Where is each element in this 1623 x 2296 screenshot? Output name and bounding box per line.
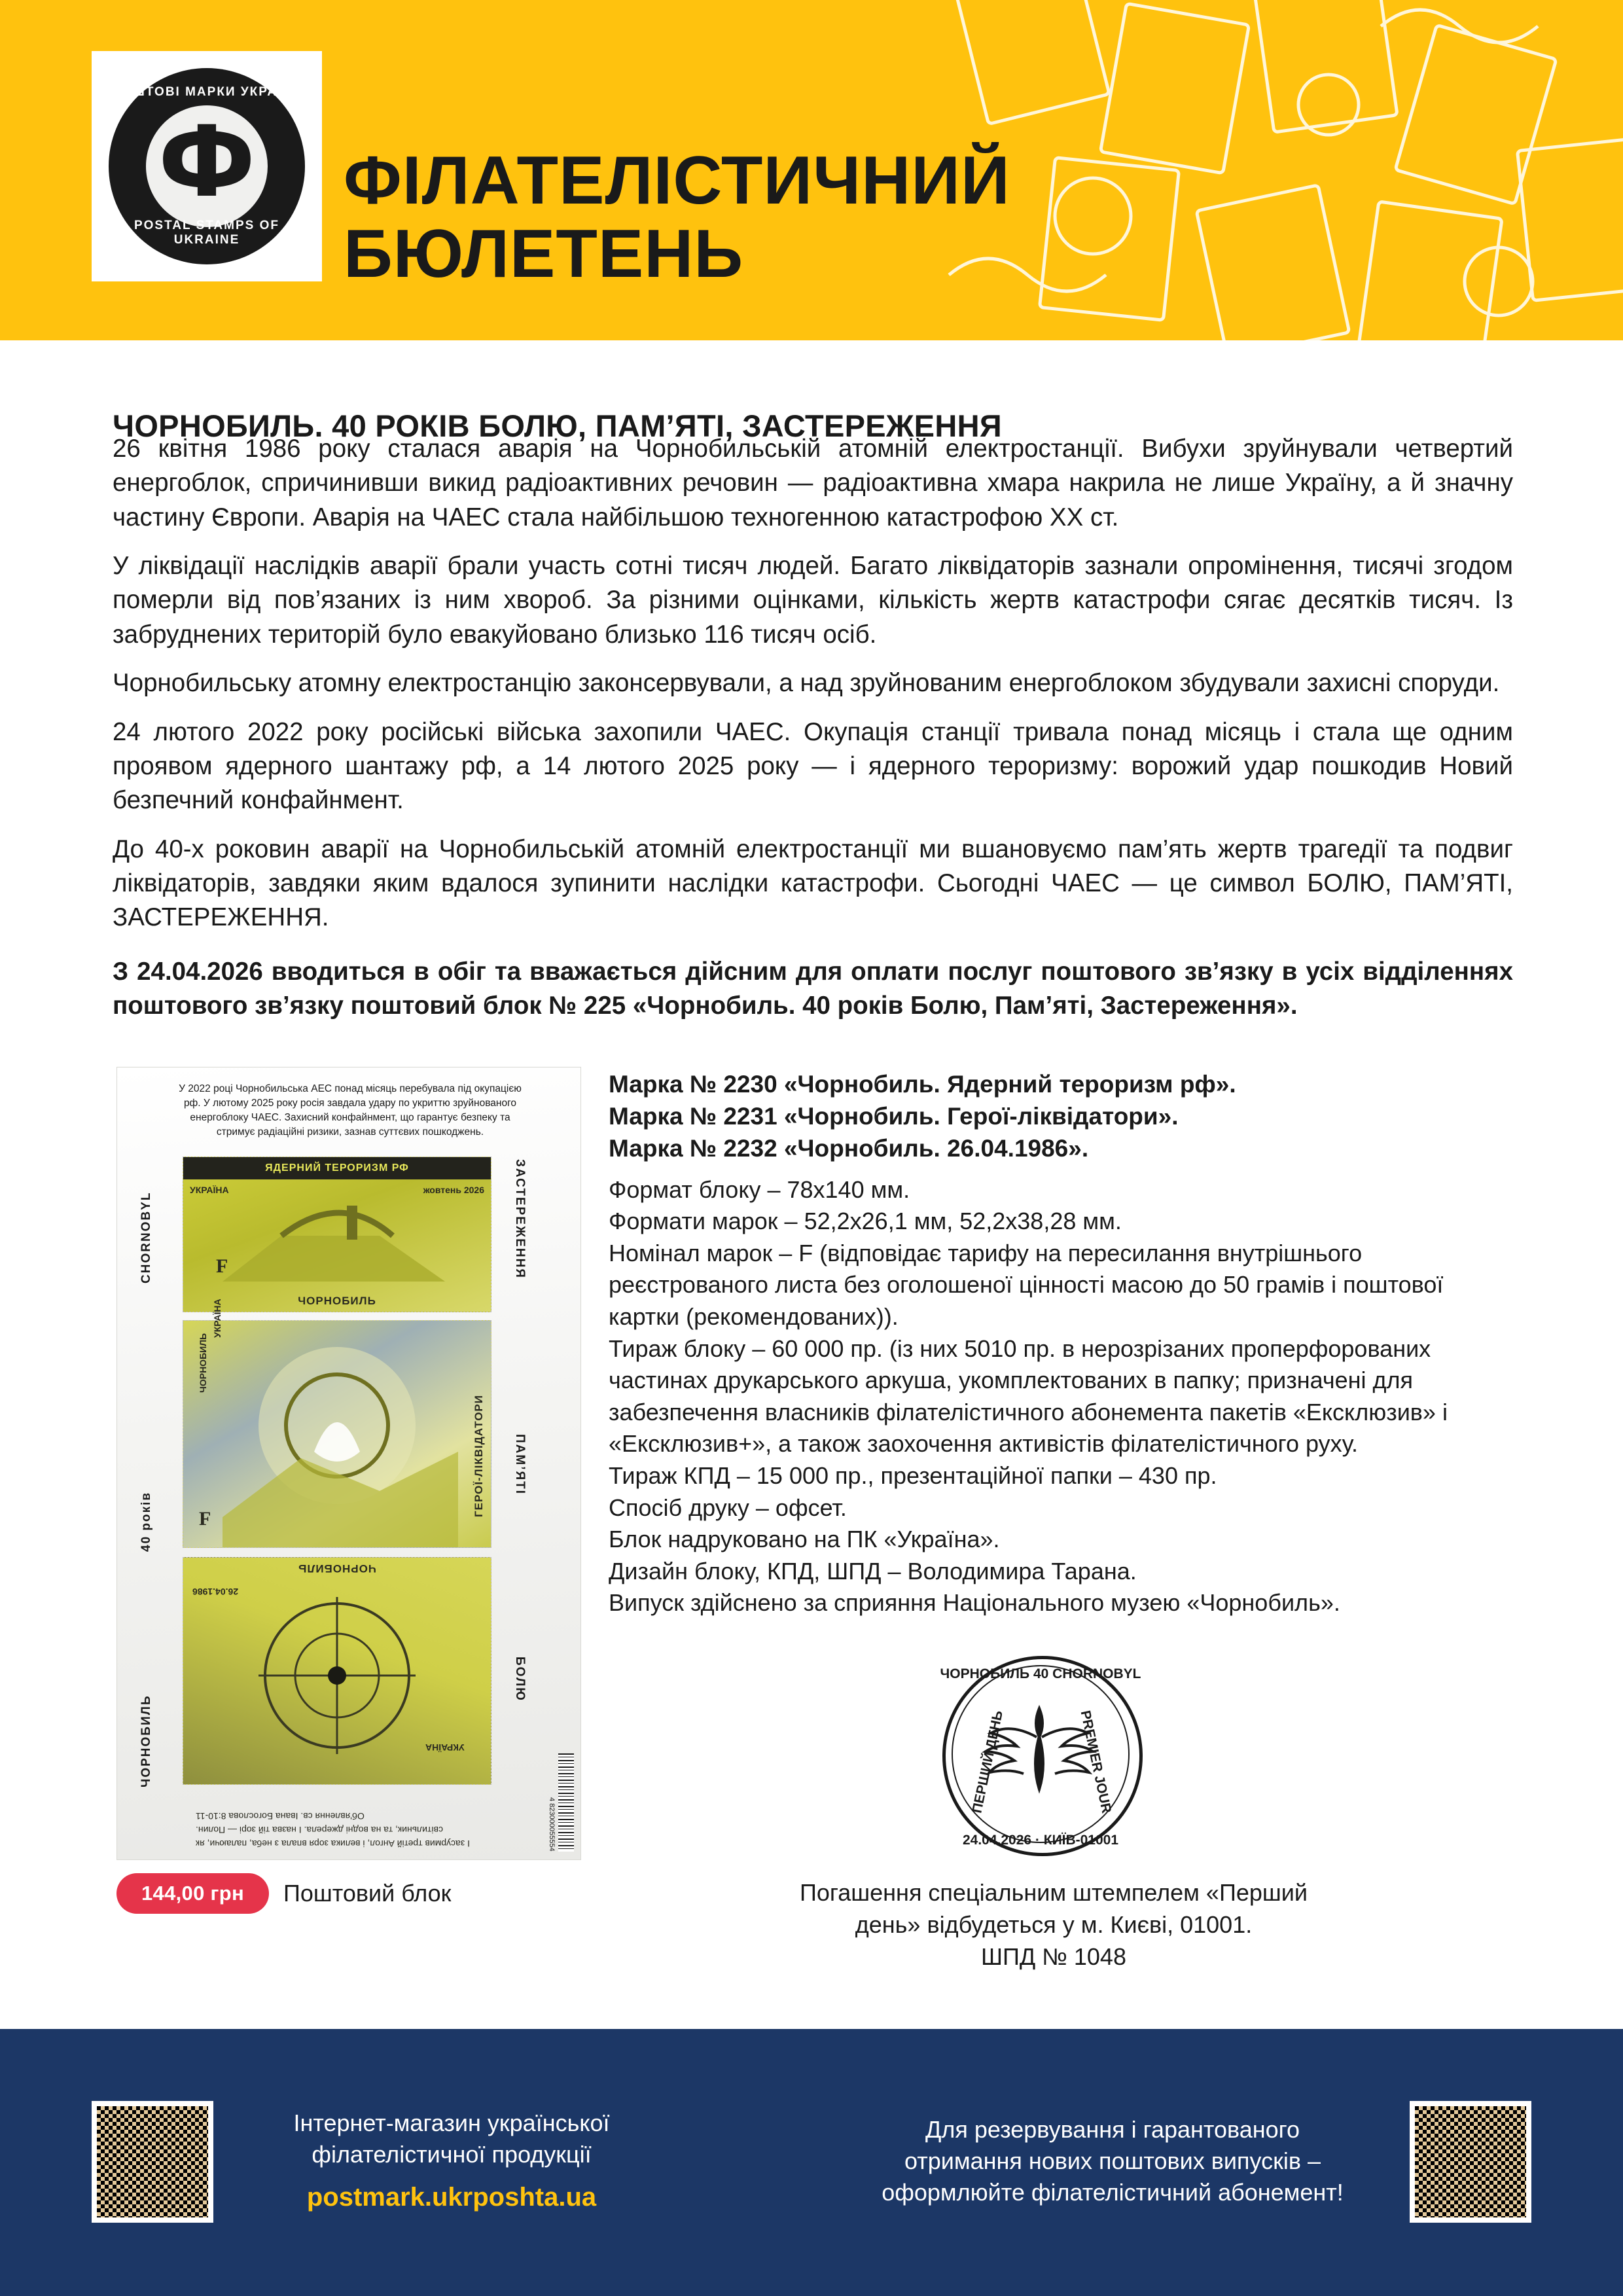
stamp-2232 xyxy=(183,1557,491,1785)
mark-title: Марка № 2232 «Чорнобиль. 26.04.1986». xyxy=(609,1135,1089,1162)
page-title xyxy=(344,144,1010,291)
stamp-2231-side-label: ЧОРНОБИЛЬ xyxy=(198,1333,208,1393)
qr-code-subscription[interactable] xyxy=(1410,2101,1531,2223)
stamp-2232-date: 26.04.1986 xyxy=(192,1587,239,1597)
spec-line: Формати марок – 52,2х26,1 мм, 52,2х38,28 мм. xyxy=(609,1208,1122,1235)
first-day-cancellation xyxy=(903,1656,1178,1878)
article-body xyxy=(113,432,1513,1037)
price-row xyxy=(116,1873,451,1914)
cancellation-caption-line-3: ШПД № 1048 xyxy=(981,1943,1126,1970)
barcode xyxy=(558,1753,574,1852)
article-paragraph: До 40-х роковин аварії на Чорнобильській атомній електростанції ми вшановуємо пам’ять жертв трагедії та подвиг ліквідаторів, завдяки яким вдалося зупинити наслідки катастрофи. Сьогодні ЧАЕС — це символ БОЛЮ, ПАМ’ЯТІ, ЗАСТЕРЕЖЕННЯ. xyxy=(113,834,1513,932)
logo-inner-circle xyxy=(146,105,268,227)
logo-circle xyxy=(109,68,305,264)
sheet-side-label-pain: БОЛЮ xyxy=(513,1657,527,1702)
spec-line: Блок надруковано на ПК «Україна». xyxy=(609,1526,1000,1553)
ukrposhta-stamps-logo xyxy=(92,51,322,281)
stamp-2230-banner-text: ЯДЕРНИЙ ТЕРОРИЗМ РФ xyxy=(265,1162,409,1174)
stamp-2231-caption: ГЕРОЇ-ЛІКВІДАТОРИ xyxy=(473,1395,485,1517)
mark-title: Марка № 2231 «Чорнобиль. Герої-ліквідатори». xyxy=(609,1103,1179,1130)
shop-link[interactable]: postmark.ukrposhta.ua xyxy=(306,2183,597,2212)
sheet-side-label-warning: ЗАСТЕРЕЖЕННЯ xyxy=(513,1159,527,1279)
footer-subscription-line-1: Для резервування і гарантованого xyxy=(925,2116,1300,2143)
stamp-2230-nominal: F xyxy=(216,1255,228,1277)
page-header xyxy=(0,0,1623,340)
cancellation-caption xyxy=(707,1877,1400,1973)
sheet-side-label-40-years: 40 років xyxy=(139,1491,153,1552)
sheet-side-label-memory: ПАМ’ЯТІ xyxy=(513,1434,527,1496)
stamp-block-figure xyxy=(116,1067,601,1860)
footer-subscription-line-3: оформлюйте філателістичний абонемент! xyxy=(882,2179,1344,2206)
cancellation-caption-line-2: день» відбудеться у м. Києві, 01001. xyxy=(855,1910,1253,1938)
stamp-2230 xyxy=(183,1157,491,1312)
article-paragraph: 24 лютого 2022 року російські війська захопили ЧАЕС. Окупація станції тривала понад місяць і стала ще одним проявом ядерного шантажу рф, а 14 лютого 2025 року — і ядерного тероризму: ворожий удар пошкодив Новий безпечний конфайнмент. xyxy=(113,717,1513,815)
stamp-2230-year: жовтень 2026 xyxy=(423,1185,484,1195)
sheet-description-text: У 2022 році Чорнобильська АЕС понад місяць перебувала під окупацією рф. У лютому 2025 року росія завдала удару по укриттю зруйнованого енергоблоку ЧАЕС. Захисний конфайнмент, що гарантує безпеку та стримує радіаційні ризики, зазнав суттєвих пошкоджень. xyxy=(179,1083,522,1138)
spec-line: Випуск здійснено за сприяння Національного музею «Чорнобиль». xyxy=(609,1589,1340,1617)
spec-line: Формат блоку – 78х140 мм. xyxy=(609,1175,910,1203)
logo-glyph: Ф xyxy=(158,105,256,219)
stamp-2231-country: УКРАЇНА xyxy=(212,1299,223,1338)
main-content xyxy=(0,340,1623,2029)
specifications xyxy=(609,1068,1518,1619)
article-title: ЧОРНОБИЛЬ. 40 РОКІВ БОЛЮ, ПАМ’ЯТІ, ЗАСТЕРЕЖЕННЯ xyxy=(113,408,1002,443)
article-paragraph: У ліквідації наслідків аварії брали участь сотні тисяч людей. Багато ліквідаторів зазнали опромінення, тисячі згодом померли від пов’язаних із ним хвороб. За різними оцінками, кількість жертв катастрофи сягає десятків тисяч. Із забруднених територій було евакуйовано близько 116 тисяч осіб. xyxy=(113,552,1513,649)
article-paragraph: 26 квітня 1986 року сталася аварія на Чорнобильській атомній електростанції. Вибухи зруйнували четвертий енергоблок, спричинивши викид радіоактивних речовин — радіоактивна хмара накрила не лише Україну, а й значну частину Європи. Аварія на ЧАЕС стала найбільшою техногенною катастрофою ХХ ст. xyxy=(113,435,1513,531)
stamp-2232-country: УКРАЇНА xyxy=(425,1742,465,1753)
stamp-2230-caption: ЧОРНОБИЛЬ xyxy=(298,1295,376,1307)
spec-line: Спосіб друку – офсет. xyxy=(609,1494,847,1521)
cancellation-arc-top: ЧОРНОБИЛЬ 40 CHORNOBYL xyxy=(940,1666,1141,1681)
souvenir-sheet xyxy=(116,1067,581,1860)
footer-shop-info xyxy=(249,2108,654,2215)
price-badge: 144,00 грн xyxy=(116,1873,269,1914)
sheet-side-label-chornobyl-ua: ЧОРНОБИЛЬ xyxy=(139,1695,153,1787)
article-paragraph: Чорнобильську атомну електростанцію законсервували, а над зруйнованим енергоблоком збудували захисні споруди. xyxy=(113,669,1500,698)
cancellation-arc-right: PREMIER JOUR xyxy=(1077,1709,1115,1815)
cancellation-caption-line-1: Погашення спеціальним штемпелем «Перший xyxy=(800,1879,1308,1906)
spec-line: Тираж блоку – 60 000 пр. (із них 5010 пр. в нерозрізаних проперфорованих частинах друкарського аркуша, укомплектованих в папку; призначені для забезпечення власників філателістичного абонемента пакетів «Ексклюзив» і «Ексклюзив+», а також заохочення активістів філателістичного руху. xyxy=(609,1335,1448,1458)
page-title-line-2: БЮЛЕТЕНЬ xyxy=(344,215,744,292)
mark-title: Марка № 2230 «Чорнобиль. Ядерний тероризм рф». xyxy=(609,1071,1236,1098)
logo-text-bottom: POSTAL STAMPS OF UKRAINE xyxy=(134,219,279,247)
sheet-poem-text: І засурмив третій Ангол, і велика зоря впала з неба, палаючи, як світильник, та на вoдні джерела. І назва тій зорі — Полин. Об'явлення св. Івана Богослова 8:10-11 xyxy=(196,1811,470,1849)
price-caption: Поштовий блок xyxy=(283,1880,452,1907)
footer-subscription-line-2: отримання нових поштових випусків – xyxy=(904,2147,1321,2175)
footer-shop-line-1: Інтернет-магазин української xyxy=(293,2109,610,2136)
barcode-number: 4 823000055554 xyxy=(548,1797,556,1852)
page-title-line-1: ФІЛАТЕЛІСТИЧНИЙ xyxy=(344,142,1010,219)
footer-shop-line-2: філателістичної продукції xyxy=(312,2140,592,2168)
stamp-2232-caption: ЧОРНОБИЛЬ xyxy=(298,1562,376,1575)
stamp-2231-nominal: F xyxy=(199,1508,211,1530)
cancellation-arc-left: ПЕРШИЙ ДЕНЬ xyxy=(969,1709,1007,1815)
logo-text-top: ПОШТОВІ МАРКИ УКРАЇНИ xyxy=(111,85,303,99)
sheet-side-label-chornobyl-en: CHORNOBYL xyxy=(139,1191,153,1283)
footer-subscription-info xyxy=(851,2114,1374,2209)
cancellation-stamp-icon xyxy=(929,1656,1152,1852)
issue-note: З 24.04.2026 вводиться в обіг та вважається дійсним для оплати послуг поштового зв’язку в усіх відділеннях поштового зв’язку поштовий блок № 225 «Чорнобиль. 40 років Болю, Пам’яті, Застереження». xyxy=(113,957,1513,1020)
spec-line: Номінал марок – F (відповідає тарифу на пересилання внутрішнього реєстрованого листа без оголошеної цінності масою до 50 грамів і поштової картки (рекомендованих)). xyxy=(609,1239,1444,1330)
qr-code-shop[interactable] xyxy=(92,2101,213,2223)
page-footer xyxy=(0,2029,1623,2296)
spec-line: Тираж КПД – 15 000 пр., презентаційної папки – 430 пр. xyxy=(609,1462,1217,1489)
stamp-2231 xyxy=(183,1299,491,1548)
stamp-2230-country: УКРАЇНА xyxy=(190,1185,229,1195)
cancellation-date: 24.04.2026 · КИЇВ-01001 xyxy=(962,1833,1119,1848)
spec-line: Дизайн блоку, КПД, ШПД – Володимира Тарана. xyxy=(609,1557,1137,1585)
